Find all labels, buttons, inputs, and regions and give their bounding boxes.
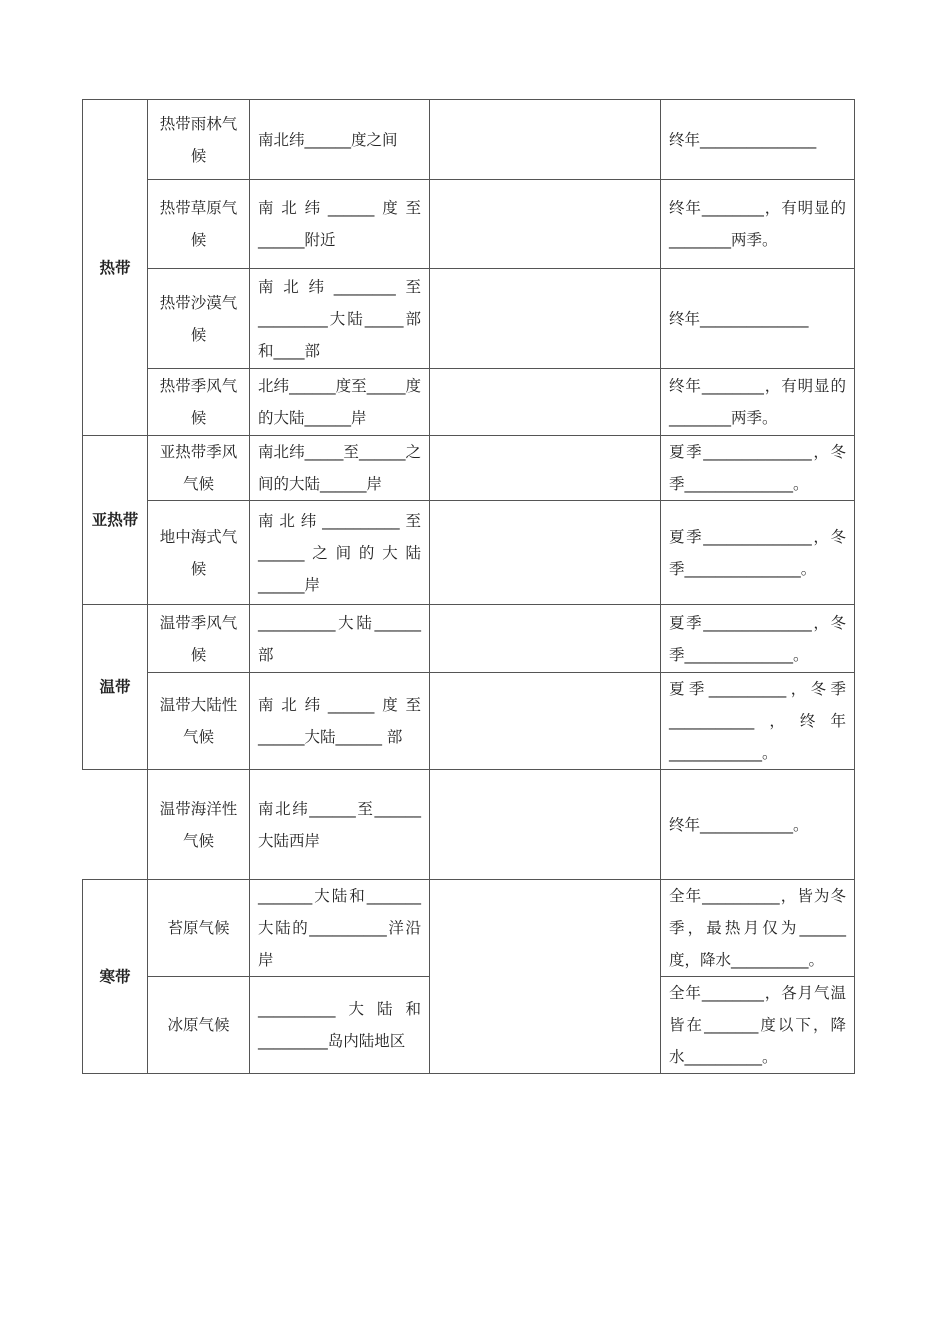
location-cell: 北纬______度至_____度的大陆______岸 — [250, 369, 430, 436]
table-row — [83, 501, 855, 605]
feature-cell: 终年______________ — [661, 269, 855, 369]
table-row — [83, 605, 855, 673]
climate-type: 冰原气候 — [148, 977, 250, 1074]
feature-cell: 终年____________。 — [661, 770, 855, 880]
climate-type: 地中海式气候 — [148, 501, 250, 605]
feature-cell: 全年________，各月气温皆在_______度以下，降水__________。 — [661, 977, 855, 1074]
location-cell: __________大陆______部 — [250, 605, 430, 673]
location-cell: __________大陆和_________岛内陆地区 — [250, 977, 430, 1074]
location-cell: _______大陆和_______大陆的__________洋沿岸 — [250, 880, 430, 977]
feature-cell: 终年________，有明显的________两季。 — [661, 180, 855, 269]
table-row — [83, 880, 855, 977]
table-row — [83, 436, 855, 501]
table-row — [83, 369, 855, 436]
empty-cell — [430, 673, 661, 770]
empty-cell — [430, 501, 661, 605]
empty-cell — [430, 100, 661, 180]
empty-cell — [430, 770, 661, 880]
climate-type: 温带季风气候 — [148, 605, 250, 673]
feature-cell: 全年__________，皆为冬季，最热月仅为______度，降水__________。 — [661, 880, 855, 977]
empty-cell — [430, 880, 661, 1074]
zone-tropical: 热带 — [83, 100, 148, 436]
zone-empty — [83, 770, 148, 880]
climate-type: 温带海洋性气候 — [148, 770, 250, 880]
table-row — [83, 673, 855, 770]
zone-subtropical: 亚热带 — [83, 436, 148, 605]
climate-table — [82, 99, 855, 1074]
empty-cell — [430, 605, 661, 673]
zone-temperate: 温带 — [83, 605, 148, 770]
location-cell: 南北纬______度之间 — [250, 100, 430, 180]
feature-cell: 终年_______________ — [661, 100, 855, 180]
climate-type: 温带大陆性气候 — [148, 673, 250, 770]
zone-frigid: 寒带 — [83, 880, 148, 1074]
empty-cell — [430, 180, 661, 269]
feature-cell: 夏季______________，冬季______________。 — [661, 436, 855, 501]
location-cell: 南北纬______度至______附近 — [250, 180, 430, 269]
location-cell: 南北纬______至______大陆西岸 — [250, 770, 430, 880]
climate-type: 苔原气候 — [148, 880, 250, 977]
feature-cell: 终年________，有明显的________两季。 — [661, 369, 855, 436]
climate-type: 热带沙漠气候 — [148, 269, 250, 369]
empty-cell — [430, 369, 661, 436]
feature-cell: 夏季__________，冬季___________，终年____________。 — [661, 673, 855, 770]
climate-type: 亚热带季风气候 — [148, 436, 250, 501]
location-cell: 南北纬__________至______之间的大陆______岸 — [250, 501, 430, 605]
climate-type: 热带雨林气候 — [148, 100, 250, 180]
feature-cell: 夏季______________，冬季_______________。 — [661, 501, 855, 605]
table-row — [83, 100, 855, 180]
climate-type: 热带季风气候 — [148, 369, 250, 436]
table-row — [83, 269, 855, 369]
location-cell: 南北纬______度至______大陆______ 部 — [250, 673, 430, 770]
climate-type: 热带草原气候 — [148, 180, 250, 269]
empty-cell — [430, 436, 661, 501]
location-cell: 南北纬________至_________大陆_____部和____部 — [250, 269, 430, 369]
feature-cell: 夏季______________，冬季______________。 — [661, 605, 855, 673]
location-cell: 南北纬_____至______之间的大陆______岸 — [250, 436, 430, 501]
table-row — [83, 180, 855, 269]
empty-cell — [430, 269, 661, 369]
table-row — [83, 770, 855, 880]
